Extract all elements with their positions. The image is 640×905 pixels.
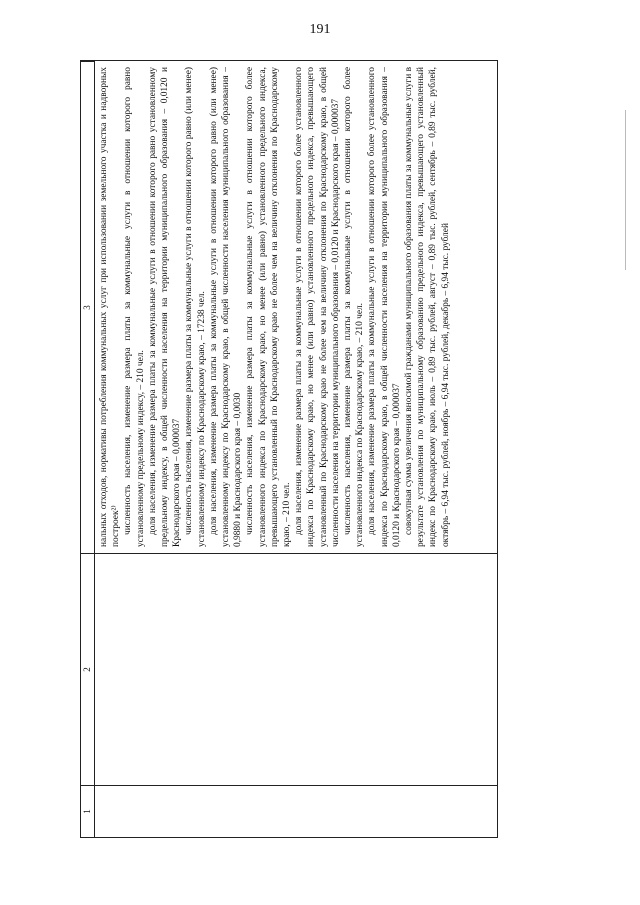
paragraph: доля населения, изменение размера платы за коммунальные услуги в отношении которого равно установленному предельному индексу, в общей численности населения на территории муниципального образования – 0,0120 и Краснодарского края – 0,000037: [147, 67, 183, 547]
table-frame: [80, 60, 498, 838]
paragraph: совокупная сумма увеличения вносимой гражданами муниципального образования платы за коммунальные услуги в результате установления по муниципальному образованию предельного индекса, превышающего установленный индекс по Краснодарскому краю, июль – 0,89 тыс. рублей, август – 0,89 тыс. рублей, сентябрь – 0,89 тыс. рублей, октябрь – 6,94 тыс. рублей, ноябрь – 6,94 тыс. рублей, декабрь – 6,94 тыс. рублей: [404, 67, 451, 547]
body-col-1: [95, 785, 497, 837]
paragraph: численность населения, изменение размера платы за коммунальные услуги в отношении которого равно установленному предельному индексу, – 210 чел.: [123, 67, 146, 547]
header-col-2: 2: [81, 553, 95, 785]
page-number: 191: [309, 22, 331, 37]
header-col-1: 1: [81, 785, 95, 837]
body-col-2: [95, 553, 497, 785]
body-col-3: [95, 61, 497, 553]
rotated-table-wrapper: [80, 60, 498, 838]
paragraph: численность населения, изменение размера платы за коммунальные услуги в отношении которого более установленного индекса по Краснодарскому краю, – 210 чел.: [343, 67, 366, 547]
header-col-3: 3: [81, 61, 95, 553]
paragraph-continuation: нальных отходов, нормативы потребления коммунальных услуг при использовании земельного участка и надворных построек²⁾: [99, 67, 122, 547]
scan-edge-mark: [625, 110, 626, 270]
paragraph: численность населения, изменение размера платы за коммунальные услуги в отношении которого равно (или менее) установленному индексу по Краснодарскому краю, – 17238 чел.: [184, 67, 207, 547]
data-table: [80, 60, 498, 838]
paragraph: численность населения, изменение размера платы за коммунальные услуги в отношении которого более установленного индекса по Краснодарскому краю, но менее (или равно) установленного предельного индекса, превышающего установленный по Краснодарскому краю не более чем на величину отклонения по Краснодарскому краю, – 210 чел.: [245, 67, 293, 547]
paragraph: доля населения, изменение размера платы за коммунальные услуги в отношении которого равно (или менее) установленному индексу по Краснодарскому краю, в общей численности населения муниципального образования – 0,9880 и Краснодарского края – 0,0030: [208, 67, 244, 547]
paragraph: доля населения, изменение размера платы за коммунальные услуги в отношении которого более установленного индекса по Краснодарскому краю, но менее (или равно) установленного предельного индекса, превышающего установленный по Краснодарскому краю не более чем на величину отклонения по Краснодарскому краю, в общей численности населения на территории муниципального образования – 0,0120 и Краснодарского края – 0,000037: [294, 67, 341, 547]
paragraph: доля населения, изменение размера платы за коммунальные услуги в отношении которого более установленного индекса по Краснодарскому краю, в общей численности населения на территории муниципального образования – 0,0120 и Краснодарского края – 0,000037: [367, 67, 402, 547]
